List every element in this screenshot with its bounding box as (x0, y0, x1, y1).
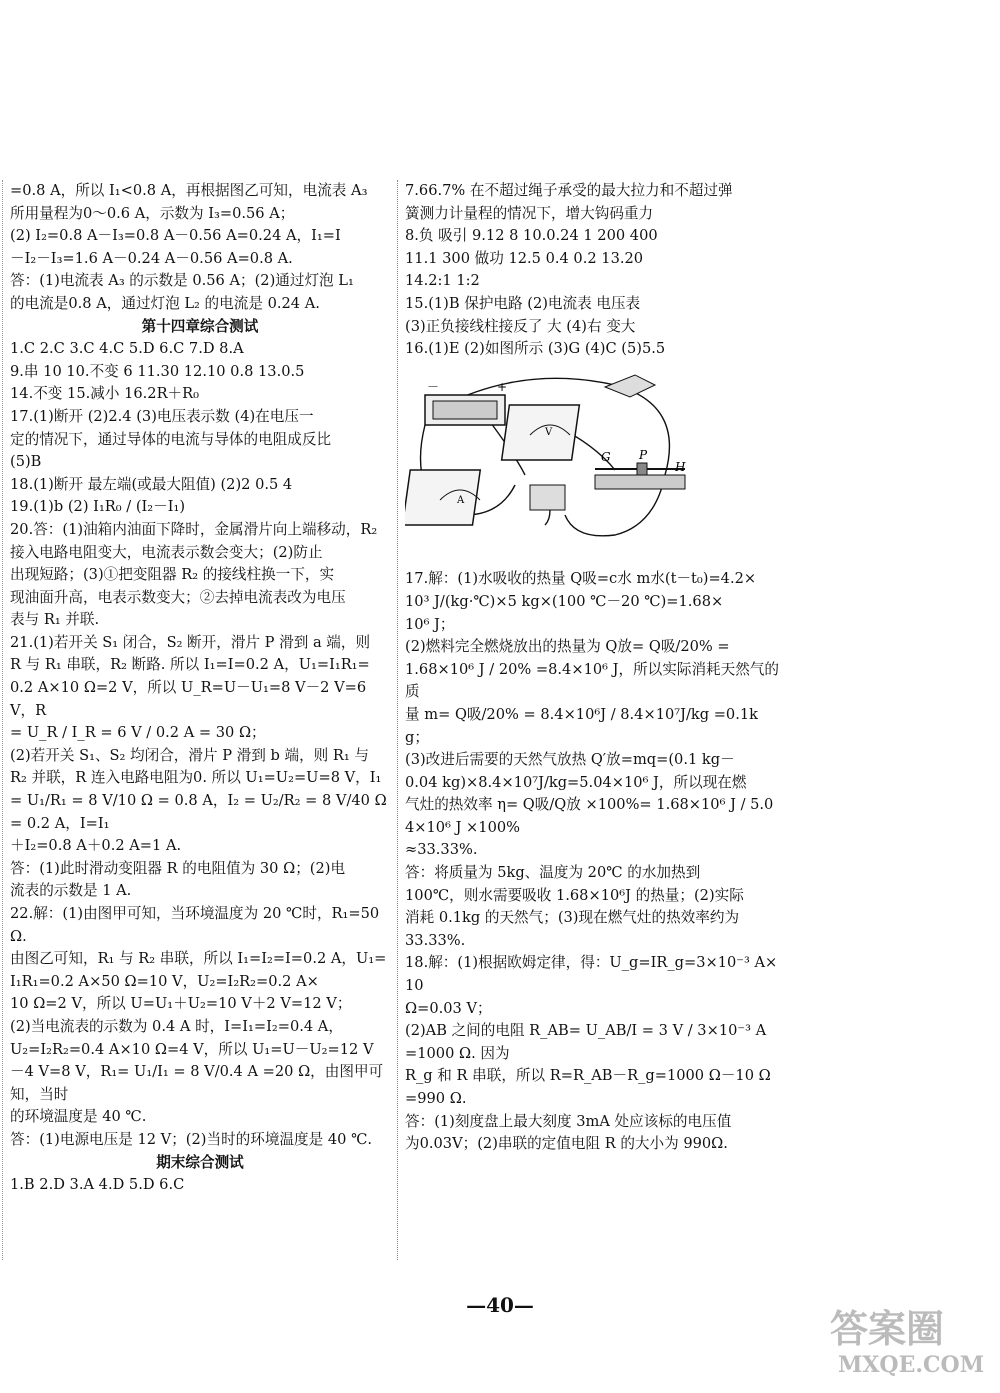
answer-line: 答：(1)刻度盘上最大刻度 3mA 处应该标的电压值 (405, 1112, 732, 1130)
answer-line: ≈33.33%. (405, 841, 478, 859)
answer-line: R 与 R₁ 串联，R₂ 断路. 所以 I₁=I=0.2 A，U₁=I₁R₁= (10, 656, 370, 674)
final-answers (10, 1174, 390, 1197)
answer-line: Ω=0.03 V； (405, 999, 492, 1017)
section-title-final: 期末综合测试 (156, 1153, 244, 1171)
answer-line: (2)当电流表的示数为 0.4 A 时，I=I₁=I₂=0.4 A， (10, 1017, 343, 1035)
answer-line: 簧测力计量程的情况下，增大钩码重力 (405, 204, 654, 222)
column-divider (397, 180, 398, 1260)
circuit-figure (405, 365, 780, 563)
answer-line: 7.66.7% 在不超过绳子承受的最大拉力和不超过弹 (405, 182, 733, 199)
answer-line: (3)改进后需要的天然气放热 Q′放=mq=(0.1 kg－ (405, 751, 735, 769)
answer-line: 量 m= Q吸/20% = 8.4×10⁶J / 8.4×10⁷J/kg =0.1kg； (405, 705, 758, 746)
battery-minus-label: － (427, 379, 440, 394)
answer-line: 表与 R₁ 并联. (10, 611, 100, 629)
page-number: —40— (466, 1293, 534, 1317)
watermark-logo (820, 1300, 990, 1380)
slider-h-label: H (675, 459, 686, 474)
answer-line: 18.(1)断开 最左端(或最大阻值) (2)2 0.5 4 (10, 475, 293, 493)
answer-line: 100℃，则水需要吸收 1.68×10⁶J 的热量；(2)实际 (405, 886, 744, 904)
answer-line: 1.C 2.C 3.C 4.C 5.D 6.C 7.D 8.A (10, 340, 244, 358)
answer-line: 33.33%. (405, 931, 466, 949)
answer-line: 的电流是0.8 A，通过灯泡 L₂ 的电流是 0.24 A. (10, 294, 320, 312)
answer-line: 0.04 kg)×8.4×10⁷J/kg=5.04×10⁶ J，所以现在燃 (405, 773, 747, 791)
answer-line: 出现短路；(3)①把变阻器 R₂ 的接线柱换一下，实 (10, 566, 335, 584)
left-margin-rule (2, 180, 3, 1260)
answer-line: 14.不变 15.减小 16.2R＋R₀ (10, 385, 199, 403)
answer-line: 现油面升高，电表示数变大；②去掉电流表改为电压 (10, 588, 346, 606)
answer-line: 答：(1)此时滑动变阻器 R 的电阻值为 30 Ω；(2)电 (10, 859, 346, 877)
chapter14-answers (10, 338, 390, 1151)
voltmeter-label: V (545, 426, 553, 438)
answer-line: 18.解：(1)根据欧姆定律，得：U_g=IR_g=3×10⁻³ A×10 (405, 954, 778, 995)
answer-line: 流表的示数是 1 A. (10, 882, 132, 900)
right-column (405, 180, 780, 1156)
battery-plus-label: + (497, 379, 508, 394)
answer-line: 气灶的热效率 η= Q吸/Q放 ×100%= 1.68×10⁶ J / 5.04×10⁶ J ×100% (405, 796, 774, 836)
answer-line: 8.负 吸引 9.12 8 10.0.24 1 200 400 (405, 227, 658, 245)
section-title-chapter14: 第十四章综合测试 (141, 317, 259, 335)
slider-g-label: G (601, 449, 611, 464)
answer-line: R_g 和 R 串联，所以 R=R_AB－R_g=1000 Ω－10 Ω=990 Ω. (405, 1067, 771, 1107)
answer-line: I₁R₁=0.2 A×50 Ω=10 V，U₂=I₂R₂=0.2 A× (10, 972, 319, 990)
answer-line: 21.(1)若开关 S₁ 闭合，S₂ 断开，滑片 P 滑到 a 端，则 (10, 633, 371, 651)
answer-line: 14.2:1 1:2 (405, 272, 480, 290)
right-top-answers (405, 180, 780, 361)
answer-line: 10³ J/(kg·℃)×5 kg×(100 ℃－20 ℃)=1.68× (405, 592, 724, 610)
ammeter-label: A (457, 494, 465, 506)
answer-line: －4 V=8 V，R₁= U₁/I₁ = 8 V/0.4 A =20 Ω，由图甲可知，当时 (10, 1063, 384, 1103)
answer-line: (2)若开关 S₁、S₂ 均闭合，滑片 P 滑到 b 端，则 R₁ 与 (10, 746, 369, 764)
answer-line: (5)B (10, 453, 42, 471)
answer-line: 定的情况下，通过导体的电流与导体的电阻成反比 (10, 430, 332, 448)
watermark-url: MXQE.COM (838, 1352, 985, 1378)
answer-line: 所用量程为0～0.6 A，示数为 I₃=0.56 A； (10, 204, 295, 222)
answer-line: 22.解：(1)由图甲可知，当环境温度为 20 ℃时，R₁=50 Ω. (10, 905, 380, 945)
answer-line: (2) I₂=0.8 A－I₃=0.8 A－0.56 A=0.24 A，I₁=I (10, 227, 341, 245)
answer-line: (2)燃料完全燃烧放出的热量为 Q放= Q吸/20% = (405, 638, 730, 656)
answer-line: －I₂－I₃=1.6 A－0.24 A－0.56 A=0.8 A. (10, 249, 293, 267)
answer-line: =0.8 A，所以 I₁<0.8 A，再根据图乙可知，电流表 A₃ (10, 182, 368, 199)
answer-line: 答：(1)电流表 A₃ 的示数是 0.56 A；(2)通过灯泡 L₁ (10, 272, 354, 290)
answer-line: 17.(1)断开 (2)2.4 (3)电压表示数 (4)在电压一 (10, 407, 314, 425)
answer-line: 16.(1)E (2)如图所示 (3)G (4)C (5)5.5 (405, 340, 666, 358)
watermark-text: 答案圈 (830, 1306, 945, 1351)
answer-line: 10⁶ J； (405, 615, 455, 633)
right-bottom-answers (405, 568, 780, 1155)
answer-line: 答：(1)电源电压是 12 V；(2)当时的环境温度是 40 ℃. (10, 1130, 373, 1148)
answer-line: 19.(1)b (2) I₁R₀ / (I₂－I₁) (10, 498, 186, 516)
answer-line: (3)正负接线柱接反了 大 (4)右 变大 (405, 317, 636, 335)
answer-line: 为0.03V；(2)串联的定值电阻 R 的大小为 990Ω. (405, 1135, 728, 1153)
answer-line: 消耗 0.1kg 的天然气；(3)现在燃气灶的热效率约为 (405, 909, 740, 927)
answer-line: 答：将质量为 5kg、温度为 20℃ 的水加热到 (405, 864, 701, 882)
answer-line: ＋I₂=0.8 A＋0.2 A=1 A. (10, 837, 182, 855)
answer-line: R₂ 并联，R 连入电路电阻为0. 所以 U₁=U₂=U=8 V，I₁ (10, 769, 382, 787)
answer-line: 9.串 10 10.不变 6 11.30 12.10 0.8 13.0.5 (10, 362, 305, 380)
answer-line: 1.B 2.D 3.A 4.D 5.D 6.C (10, 1176, 185, 1194)
slider-p-label: P (639, 447, 648, 462)
answer-line: 1.68×10⁶ J / 20% =8.4×10⁶ J，所以实际消耗天然气的质 (405, 660, 780, 701)
left-column (10, 180, 390, 1197)
answer-line: 11.1 300 做功 12.5 0.4 0.2 13.20 (405, 249, 644, 267)
answer-line: 的环境温度是 40 ℃. (10, 1108, 147, 1126)
answer-line: 接入电路电阻变大，电流表示数会变大；(2)防止 (10, 543, 323, 561)
answer-line: 由图乙可知，R₁ 与 R₂ 串联，所以 I₁=I₂=I=0.2 A，U₁= (10, 950, 387, 968)
answer-line: 15.(1)B 保护电路 (2)电流表 电压表 (405, 294, 641, 312)
answer-line: (2)AB 之间的电阻 R_AB= U_AB/I = 3 V / 3×10⁻³ A =1000 Ω. 因为 (405, 1022, 767, 1062)
answer-line: 10 Ω=2 V，所以 U=U₁＋U₂=10 V＋2 V=12 V； (10, 995, 352, 1013)
circuit-diagram (405, 365, 695, 555)
answer-line: = U₁/R₁ = 8 V/10 Ω = 0.8 A，I₂ = U₂/R₂ = 8 V/40 Ω = 0.2 A，I=I₁ (10, 792, 387, 832)
answer-line: 0.2 A×10 Ω=2 V，所以 U_R=U－U₁=8 V－2 V=6 V，R (10, 679, 367, 719)
answer-line: U₂=I₂R₂=0.4 A×10 Ω=4 V，所以 U₁=U－U₂=12 V (10, 1040, 374, 1058)
answer-line: 17.解：(1)水吸收的热量 Q吸=c水 m水(t－t₀)=4.2× (405, 570, 757, 588)
answer-line: = U_R / I_R = 6 V / 0.2 A = 30 Ω； (10, 724, 266, 742)
answer-line: 20.答：(1)油箱内油面下降时，金属滑片向上端移动，R₂ (10, 520, 378, 538)
